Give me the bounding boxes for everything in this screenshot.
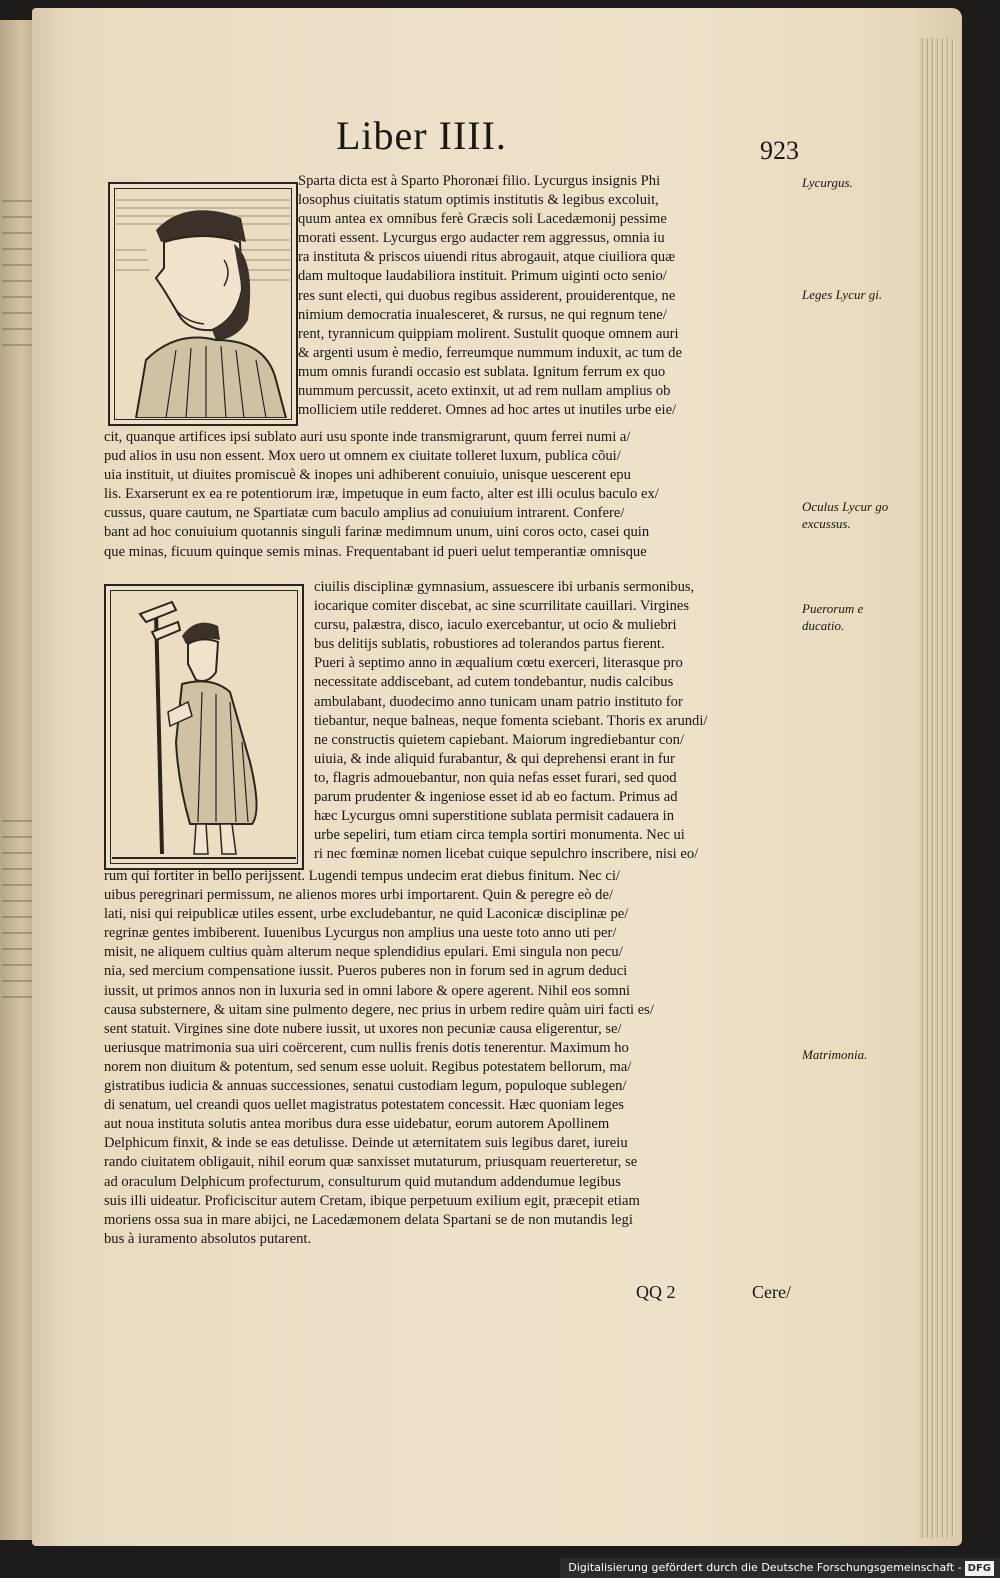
text-line: di senatum, uel creandi quos uellet magistratus potestatem concessit. Hæc quoniam leges bbox=[104, 1097, 624, 1114]
text-line: rando ciuitatem obligauit, nihil eorum quæ sanxisset mutaturum, priusquam reuerteretur, se bbox=[104, 1154, 638, 1171]
text-line: ciuilis disciplinæ gymnasium, assuescere ibi urbanis sermonibus, bbox=[314, 579, 695, 595]
text-line: urbe sepeliri, tum etiam circa templa sortiri monumenta. Nec ui bbox=[314, 827, 685, 844]
text-line: hæc Lycurgus omni superstitione sublata permisit cadauera in bbox=[314, 808, 675, 825]
woodcut-portrait-lycurgus bbox=[108, 182, 298, 426]
text-line: suis illi uideatur. Proficiscitur autem Cretam, ibique perpetuum exilium egit, præcepit etiam bbox=[104, 1192, 640, 1209]
text-block-beside-boy bbox=[314, 578, 796, 864]
marginal-note-leges: Leges Lycur gi. bbox=[802, 287, 883, 302]
text-line: morati essent. Lycurgus ergo audacter rem aggressus, omnia iu bbox=[298, 230, 665, 247]
text-line: tiebantur, neque balneas, neque fomenta sciebant. Thoris ex arundi/ bbox=[314, 712, 708, 729]
text-block-bottom bbox=[104, 867, 796, 1249]
text-line: parum prudenter & ingeniose esset id ab eo factum. Primus ad bbox=[314, 789, 678, 806]
text-line: nimium democratia inualesceret, & rursus, ne qui regnum tene/ bbox=[298, 306, 667, 323]
text-line: iussit, ut primos annos non in luxuria sed in omni labore & opere agerent. Nihil eos somni bbox=[104, 982, 631, 999]
folio-number: 923 bbox=[760, 136, 799, 165]
catchword: Cere/ bbox=[752, 1282, 791, 1302]
text-line: sent statuit. Virgines sine dote nubere iussit, ut uxores non pecuniæ causa eligerentur, se/ bbox=[104, 1020, 622, 1037]
text-line: molliciem utile redderet. Omnes ad hoc artes ut inutiles urbe eie/ bbox=[298, 402, 677, 419]
text-line: ra instituta & priscos uiuendi ritus abrogauit, atque ciuiliora quæ bbox=[298, 249, 675, 266]
text-line: bus à iuramento absolutos putarent. bbox=[104, 1230, 312, 1247]
text-block-middle bbox=[104, 428, 796, 562]
marginal-note-matrimonia: Matrimonia. bbox=[802, 1047, 868, 1062]
text-line: ambulabant, duodecimo anno tunicam unam patrio instituto for bbox=[314, 693, 683, 710]
text-line: mum omnis furandi occasio est sublata. Ignitum ferrum ex quo bbox=[298, 363, 666, 380]
text-line: lati, nisi qui reipublicæ utiles essent, urbe excludebantur, ne quid Laconicæ disciplinæ pe/ bbox=[104, 906, 629, 923]
text-line: uibus peregrinari permissum, ne alienos mores urbi importarent. Quin & peregre eò de/ bbox=[104, 887, 614, 904]
text-line: rent, tyrannicum quippiam molirent. Sustulit quoque omnem auri bbox=[298, 325, 679, 342]
text-line: Delphicum finxit, & inde se eas detulisse. Deinde ut æternitatem suis legibus daret, iureiu bbox=[104, 1135, 628, 1152]
marginal-note-oculus: Oculus Lycur go excussus. bbox=[802, 499, 889, 531]
portrait-illustration bbox=[116, 190, 290, 418]
text-line: ri nec fœminæ nomen licebat cuique sepulchro inscribere, nisi eo/ bbox=[314, 846, 699, 863]
footer-text: Digitalisierung gefördert durch die Deutsche Forschungsgemeinschaft - bbox=[568, 1561, 962, 1574]
digitization-footer bbox=[560, 1558, 1000, 1578]
text-line: ueriusque matrimonia sua uiri coërcerent, cum nullis frenis dotis tenerentur. Maximum ho bbox=[104, 1039, 629, 1056]
text-line: que minas, ficuum quinque semis minas. Frequentabant id pueri uelut temperantiæ omnisque bbox=[104, 543, 647, 560]
marginal-note-lycurgus: Lycurgus. bbox=[802, 175, 853, 190]
text-line: uiuia, & inde aliquid furabantur, & qui deprehensi erant in fur bbox=[314, 750, 675, 767]
text-line: bus delitijs sublatis, robustiores ad tolerandos partus fierent. bbox=[314, 636, 665, 653]
text-line: ne constructis quietem capiebant. Maiorum ingrediebantur con/ bbox=[314, 731, 684, 748]
woodcut-boy-with-staff bbox=[104, 584, 304, 870]
text-line: cit, quanque artifices ipsi sublato auri usu sponte inde transmigrarunt, quum ferrei numi a/ bbox=[104, 429, 631, 445]
text-line: nia, sed mercium compensatione iussit. Pueros puberes non in forum sed in agrum deduci bbox=[104, 963, 628, 980]
boy-illustration bbox=[112, 592, 296, 862]
text-line: aut noua instituta solutis antea moribus dura esse uidebatur, eorum autorem Apollinem bbox=[104, 1116, 610, 1133]
text-line: Sparta dicta est à Sparto Phoronæi filio. Lycurgus insignis Phi bbox=[298, 173, 661, 189]
dfg-logo: DFG bbox=[965, 1561, 994, 1576]
text-line: nummum percussit, aceto extinxit, ut ad rem nullam amplius ob bbox=[298, 383, 671, 400]
text-line: losophus ciuitatis statum optimis institutis & legibus excoluit, bbox=[298, 192, 659, 209]
text-line: cussus, quare cautum, ne Spartiatæ cum baculo amplius ad conuiuium intrarent. Confere/ bbox=[104, 505, 625, 522]
text-line: & argenti usum è medio, ferreumque nummum induxit, ac tum de bbox=[298, 344, 682, 361]
text-line: dam multoque laudabiliora instituit. Primum uiginti octo senio/ bbox=[298, 268, 667, 285]
text-line: norem non diuitum & potentum, sed senum esse uoluit. Regibus potestatem bellorum, ma/ bbox=[104, 1058, 632, 1075]
running-head: Liber IIII. bbox=[336, 113, 507, 158]
text-line: moriens ossa sua in mare abijci, ne Lacedæmonem delata Spartani se de non mutandis legi bbox=[104, 1211, 633, 1228]
text-line: uia instituit, ut diuites promiscuè & inopes uni adhiberent conuiuio, unisque uescerent epu bbox=[104, 467, 631, 484]
text-line: misit, ne aliquem cultius quàm alterum neque splendidius epulari. Emi singula non pecu/ bbox=[104, 944, 623, 961]
text-line: regrinæ gentes imbiberent. Iuuenibus Lycurgus non amplius una ueste toto anno uti per/ bbox=[104, 925, 617, 942]
text-line: bant ad hoc conuiuium quotannis singuli farinæ medimnum unum, uini coros octo, casei quin bbox=[104, 524, 650, 541]
text-line: pud alios in usu non essent. Mox uero ut omnem ex ciuitate tolleret luxum, publica cõui/ bbox=[104, 448, 621, 465]
marginal-note-puerorum: Puerorum e ducatio. bbox=[802, 601, 864, 633]
text-line: gistratibus iudicia & annuas successiones, senatui custodiam legum, populoque sublegen/ bbox=[104, 1078, 627, 1095]
text-line: iocarique comiter discebat, ac sine scurrilitate cauillari. Virgines bbox=[314, 598, 690, 615]
text-line: quum antea ex omnibus ferè Græcis soli Lacedæmonij pessime bbox=[298, 211, 667, 228]
text-line: necessitate addiscebant, ad cutem tondebantur, nudis calcibus bbox=[314, 674, 674, 691]
text-line: ad oraculum Delphicum profecturum, consulturum quid mutandum addendumue legibus bbox=[104, 1173, 621, 1190]
page-edges bbox=[920, 38, 956, 1538]
text-line: lis. Exarserunt ex ea re potentiorum iræ, impetuque in eum facto, alter est illi oculus baculo ex/ bbox=[104, 486, 659, 503]
text-line: causa substernere, & uitam sine pulmento degere, nec prius in urbem redire quàm uiri facti es/ bbox=[104, 1001, 654, 1018]
text-line: cursu, palæstra, disco, iaculo exercebantur, ut ocio & muliebri bbox=[314, 617, 677, 634]
text-line: Pueri à septimo anno in æqualium cœtu exerceri, literasque pro bbox=[314, 655, 683, 672]
signature-mark: QQ 2 bbox=[636, 1282, 676, 1302]
text-line: rum qui fortiter in bello perijssent. Lugendi tempus undecim erat diebus finitum. Nec ci/ bbox=[104, 868, 620, 884]
text-line: res sunt electi, qui duobus regibus assiderent, prouiderentque, ne bbox=[298, 287, 676, 304]
text-block-top bbox=[298, 172, 796, 420]
previous-page-edge bbox=[0, 20, 36, 1540]
text-line: to, flagris admouebantur, non quia nefas esset furari, sed quod bbox=[314, 769, 677, 786]
